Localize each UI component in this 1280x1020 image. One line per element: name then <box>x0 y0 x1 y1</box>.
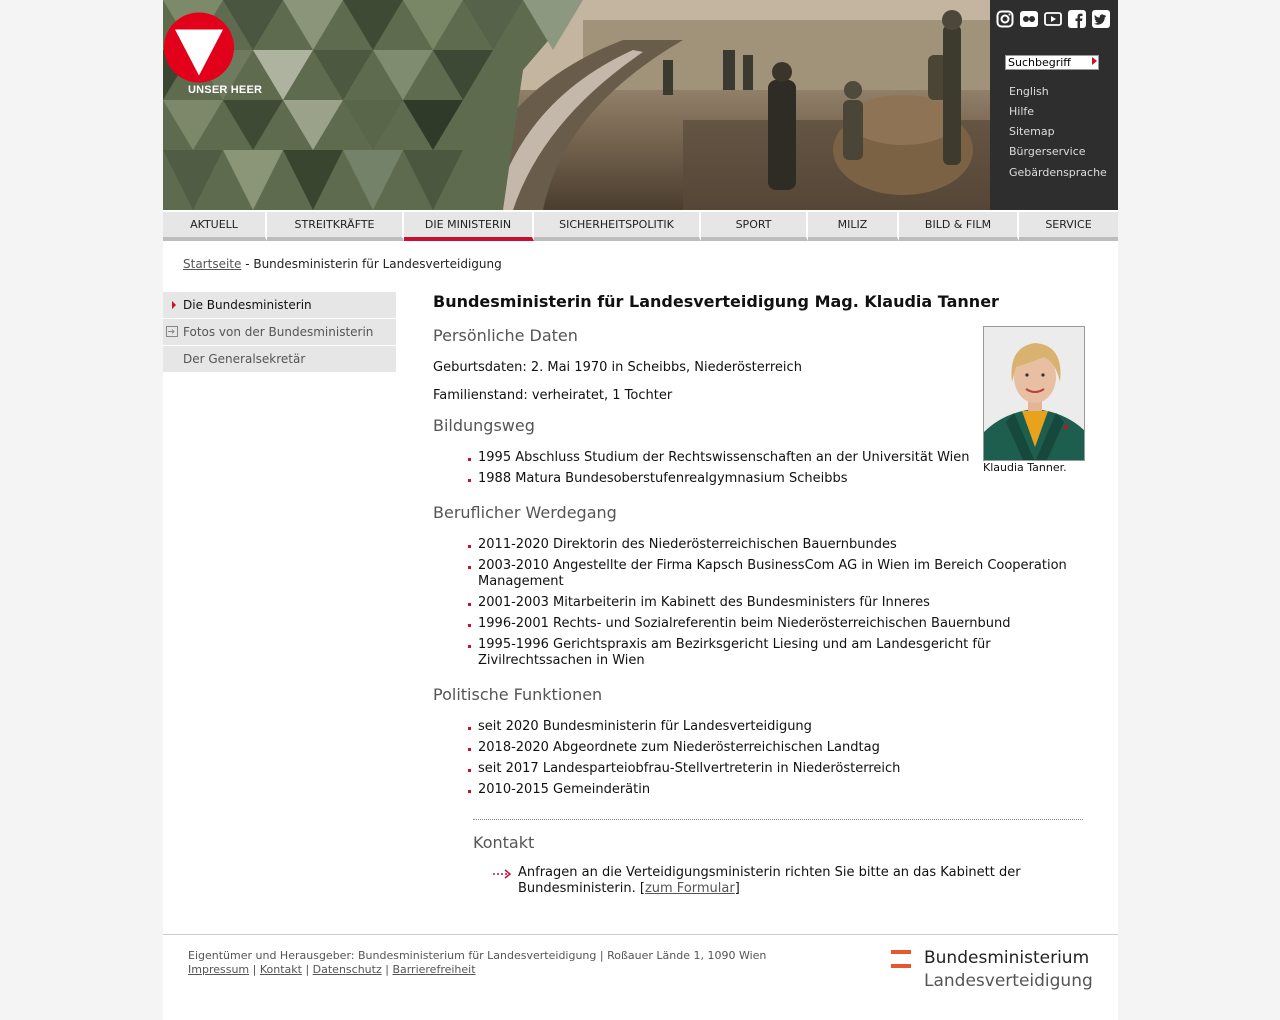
list-item: 2011-2020 Direktorin des Niederösterreichischen Bauernbundes <box>478 537 1083 553</box>
footer-link-kontakt[interactable]: Kontakt <box>259 963 302 976</box>
contact-text <box>518 865 1038 897</box>
career-list <box>478 537 1083 669</box>
contact-form-link[interactable]: zum Formular <box>644 881 735 896</box>
flickr-icon[interactable] <box>1020 10 1038 28</box>
footer-separator: | <box>381 963 393 976</box>
meta-link-english[interactable]: English <box>1009 85 1049 98</box>
heading-education: Bildungsweg <box>433 416 535 435</box>
list-item: 2010-2015 Gemeinderätin <box>478 782 1083 798</box>
nav-aktuell[interactable]: AKTUELL <box>163 212 267 241</box>
austria-flag-icon <box>891 950 911 971</box>
footer-links <box>188 963 766 977</box>
footer-divider <box>163 934 1118 935</box>
external-link-icon <box>166 326 178 337</box>
header-side-panel <box>990 0 1118 210</box>
meta-link-hilfe[interactable]: Hilfe <box>1009 105 1035 118</box>
subnav-item-label: Die Bundesministerin <box>183 298 312 312</box>
list-item: 1988 Matura Bundesoberstufenrealgymnasium Scheibbs <box>478 471 1083 487</box>
header <box>163 0 1118 210</box>
facebook-icon[interactable] <box>1068 10 1086 28</box>
contact-text-end: ] <box>734 881 740 896</box>
footer-separator: | <box>301 963 313 976</box>
nav-sport[interactable]: SPORT <box>701 212 808 241</box>
portrait-image[interactable] <box>983 326 1085 461</box>
subnav-item-fotos[interactable] <box>163 319 396 345</box>
instagram-icon[interactable] <box>996 10 1014 28</box>
subnav-item-bundesministerin[interactable] <box>163 292 396 318</box>
active-marker-icon <box>172 301 176 309</box>
list-item: 1995 Abschluss Studium der Rechtswissenschaften an der Universität Wien <box>478 450 1083 466</box>
family-status: Familienstand: verheiratet, 1 Tochter <box>433 388 673 403</box>
twitter-icon[interactable] <box>1092 10 1110 28</box>
footer-owner: Eigentümer und Herausgeber: Bundesministerium für Landesverteidigung | Roßauer Lände 1, 1090 Wien <box>188 949 767 962</box>
breadcrumb-separator: - <box>241 257 254 271</box>
bmlv-logo-line1: Bundesministerium <box>924 948 1090 968</box>
nav-die-ministerin[interactable]: DIE MINISTERIN <box>404 212 534 241</box>
youtube-icon[interactable] <box>1044 10 1062 28</box>
list-item: 1996-2001 Rechts- und Sozialreferentin beim Niederösterreichischen Bauernbund <box>478 616 1083 632</box>
bmlv-logo-line2: Landesverteidigung <box>924 971 1093 991</box>
social-links <box>996 10 1110 28</box>
politics-list <box>478 719 1083 798</box>
meta-links <box>1009 85 1107 186</box>
contact-heading: Kontakt <box>473 833 535 852</box>
breadcrumb <box>183 257 502 271</box>
contact-text-body: Anfragen an die Verteidigungsministerin richten Sie bitte an das Kabinett der Bundesministerin. [ <box>518 865 1021 896</box>
portrait-caption: Klaudia Tanner. <box>983 461 1067 474</box>
content-divider <box>473 819 1083 820</box>
heading-personal: Persönliche Daten <box>433 326 578 345</box>
footer <box>188 949 766 977</box>
subnav-item-label: Der Generalsekretär <box>183 352 306 366</box>
list-item: seit 2020 Bundesministerin für Landesverteidigung <box>478 719 1083 735</box>
sub-nav <box>163 292 396 373</box>
nav-sicherheitspolitik[interactable]: SICHERHEITSPOLITIK <box>534 212 701 241</box>
nav-bild-film[interactable]: BILD & FILM <box>899 212 1019 241</box>
birth-data: Geburtsdaten: 2. Mai 1970 in Scheibbs, Niederösterreich <box>433 360 802 375</box>
hero-image <box>163 0 990 210</box>
page-title: Bundesministerin für Landesverteidigung Mag. Klaudia Tanner <box>433 292 999 311</box>
nav-miliz[interactable]: MILIZ <box>808 212 899 241</box>
subnav-item-label: Fotos von der Bundesministerin <box>183 325 374 339</box>
nav-service[interactable]: SERVICE <box>1019 212 1118 241</box>
meta-link-sitemap[interactable]: Sitemap <box>1009 125 1055 138</box>
footer-link-datenschutz[interactable]: Datenschutz <box>312 963 382 976</box>
footer-link-impressum[interactable]: Impressum <box>188 963 250 976</box>
heer-logo <box>163 0 235 95</box>
nav-streitkraefte[interactable]: STREITKRÄFTE <box>267 212 404 241</box>
search-input[interactable]: Suchbegriff <box>1005 55 1099 70</box>
list-item: 1995-1996 Gerichtspraxis am Bezirksgericht Liesing und am Landesgericht für Zivilrechtssachen in Wien <box>478 637 1083 669</box>
breadcrumb-current: Bundesministerin für Landesverteidigung <box>253 257 502 271</box>
main-nav <box>163 212 1118 241</box>
arrow-right-icon <box>493 869 513 879</box>
portrait-photo <box>984 327 1085 461</box>
list-item: 2018-2020 Abgeordnete zum Niederösterreichischen Landtag <box>478 740 1083 756</box>
subnav-item-generalsekretaer[interactable] <box>163 346 396 372</box>
heading-politics: Politische Funktionen <box>433 685 603 704</box>
footer-link-barrierefreiheit[interactable]: Barrierefreiheit <box>392 963 476 976</box>
list-item: seit 2017 Landesparteiobfrau-Stellvertreterin in Niederösterreich <box>478 761 1083 777</box>
meta-link-buergerservice[interactable]: Bürgerservice <box>1009 145 1086 158</box>
logo-text: UNSER HEER <box>188 84 263 96</box>
footer-separator: | <box>249 963 260 976</box>
bmlv-logo[interactable] <box>891 948 1091 994</box>
breadcrumb-home-link[interactable]: Startseite <box>183 257 242 271</box>
list-item: 2003-2010 Angestellte der Firma Kapsch BusinessCom AG in Wien im Bereich Cooperation Management <box>478 558 1083 590</box>
list-item: 2001-2003 Mitarbeiterin im Kabinett des Bundesministers für Inneres <box>478 595 1083 611</box>
meta-link-gebaerdensprache[interactable]: Gebärdensprache <box>1009 166 1107 179</box>
page <box>163 0 1118 1020</box>
heading-career: Beruflicher Werdegang <box>433 503 617 522</box>
